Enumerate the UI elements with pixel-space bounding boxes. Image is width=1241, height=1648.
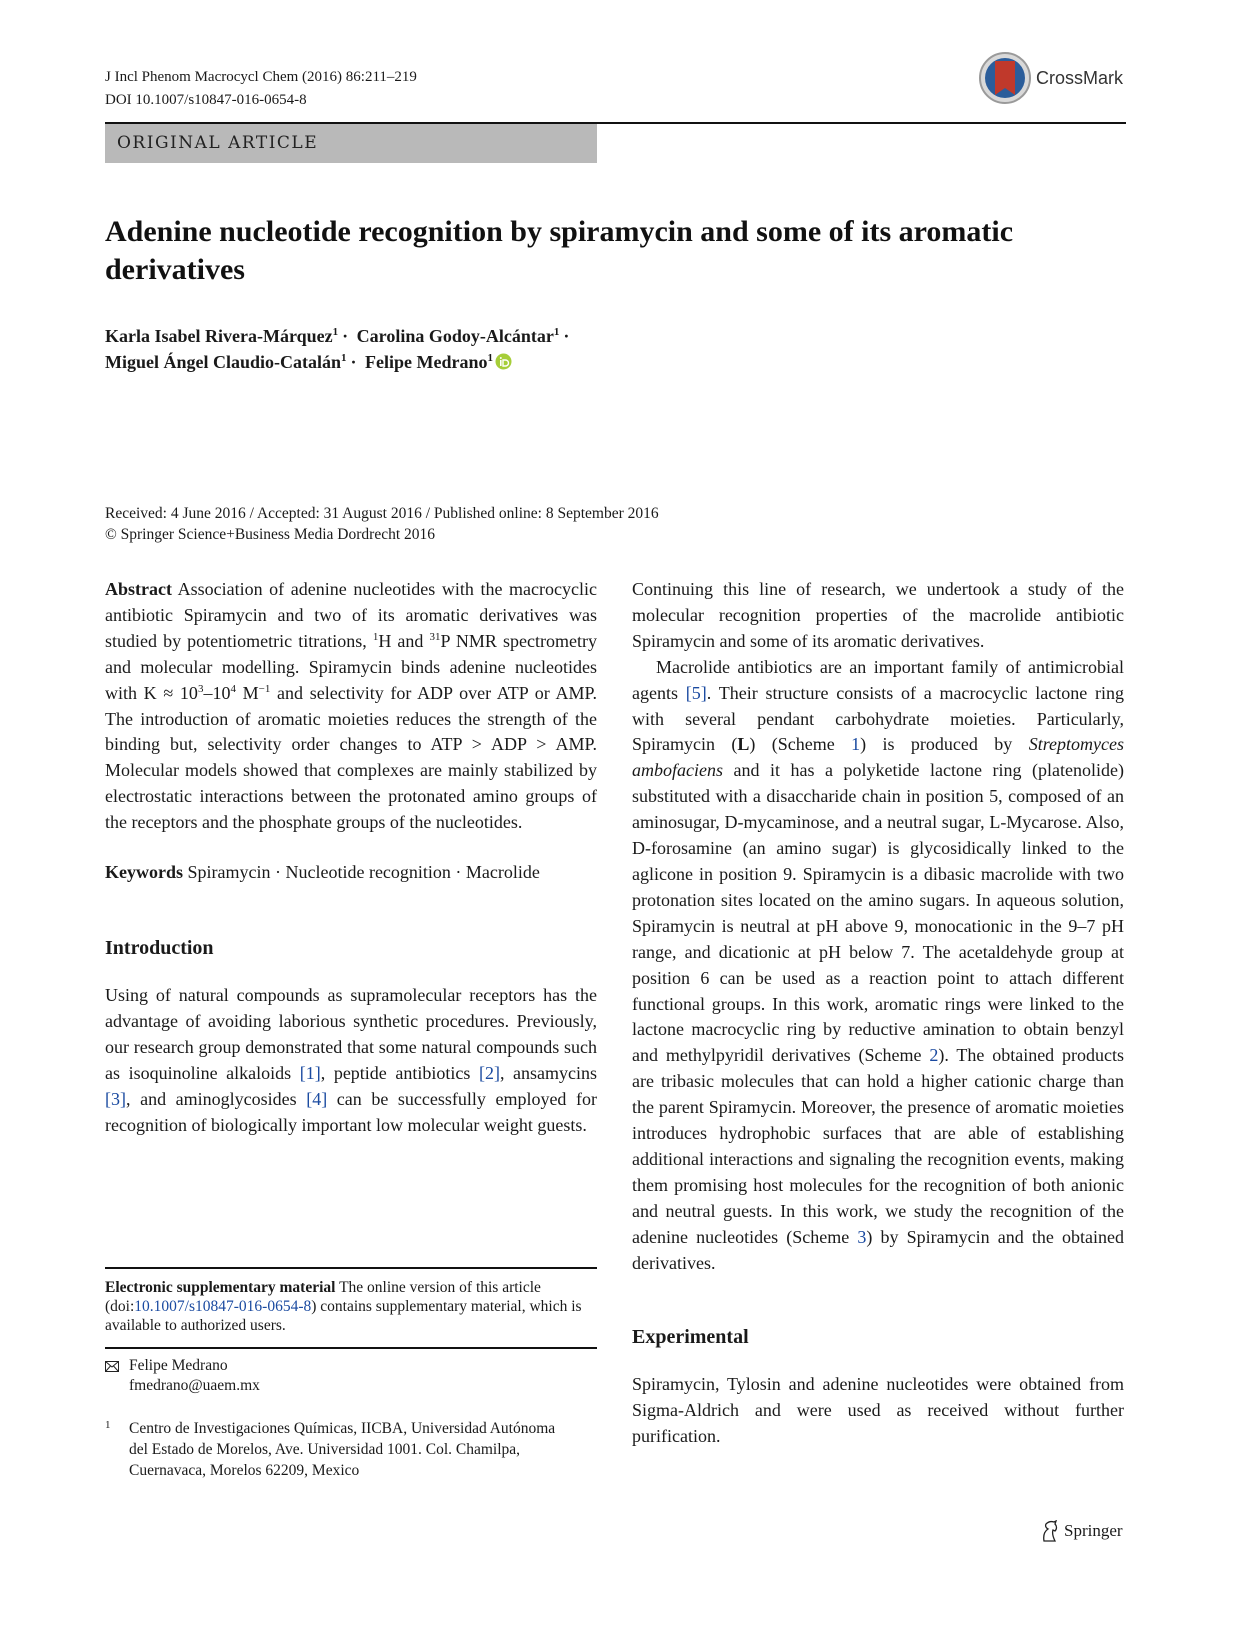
body-text: -mycaminose, and a neutral sugar,	[737, 812, 985, 833]
citation-link[interactable]: [4]	[306, 1088, 328, 1109]
author-name[interactable]: Miguel Ángel Claudio-Catalán	[105, 352, 342, 372]
doi-link[interactable]: 10.1007/s10847-016-0654-8	[134, 1298, 312, 1315]
superscript: 31	[429, 630, 441, 643]
esm-label: Electronic supplementary material	[105, 1279, 336, 1296]
article-title: Adenine nucleotide recognition by spiramycin and some of its aromatic derivatives	[105, 215, 1014, 286]
experimental-heading: Experimental	[632, 1326, 749, 1349]
scheme-link[interactable]: 1	[851, 734, 861, 755]
envelope-icon	[105, 1361, 119, 1372]
left-column	[105, 577, 597, 1138]
superscript: 4	[230, 682, 236, 695]
experimental-paragraph: Spiramycin, Tylosin and adenine nucleotides were obtained from Sigma-Aldrich and were used as received without further purification.	[632, 1374, 1124, 1447]
body-text: ). The obtained products are tribasic molecules that can hold a higher cationic charge than the parent Spiramycin. Moreover, the presence of aromatic moieties introduces hydrophobic surfaces that are able of establishing additional interactions and signaling the recognition events, making them promising host molecules for the recognition of both anionic and neutral guests. In this work, we study the recognition of the adenine nucleotides (Scheme	[632, 1045, 1125, 1247]
author-name[interactable]: Carolina Godoy-Alcántar	[356, 326, 554, 346]
crossmark-label: CrossMark	[1036, 67, 1124, 88]
scheme-link[interactable]: 3	[857, 1226, 867, 1247]
superscript: 3	[197, 682, 204, 695]
stereo-prefix: D	[724, 812, 738, 833]
abstract-text: M	[242, 682, 259, 703]
body-paragraph	[632, 655, 1124, 1277]
springer-horse-icon	[1040, 1520, 1060, 1542]
citation-link[interactable]: [2]	[478, 1062, 500, 1083]
abstract-text: P NMR spectrometry and molecular modelling. Spiramycin binds adenine nucleotides with K ≈ 10	[105, 630, 597, 703]
separator: ·	[350, 352, 357, 372]
publisher-name: Springer	[1064, 1521, 1123, 1540]
body-text: and it has a polyketide lactone ring (platenolide) substituted with a disaccharide chain in position 5, composed of an aminosugar,	[632, 760, 1124, 833]
body-text: ) by Spiramycin and the obtained derivatives.	[632, 1226, 1124, 1273]
body-text: , and aminoglycosides	[126, 1088, 297, 1109]
body-text: -forosamine (an amino sugar) is glycosidically linked to the aglicone in position 9. Spiramycin is a dibasic macrolide with two protonation sites located on the amino sugars. In aqueous solution, Spiramycin is neutral at pH above 9, monocationic in the 9–7 pH range, and dicationic at pH below 7. The acetaldehyde group at position 6 can be used as a reaction point to attach different functional groups. In this work, aromatic rings were linked to the lactone macrocyclic ring by reductive amination to obtain benzyl and methylpyridil derivatives (Scheme	[632, 838, 1124, 1066]
superscript: −1	[258, 682, 271, 695]
author-affil: 1	[332, 326, 339, 338]
author-list	[105, 323, 805, 375]
corresponding-email[interactable]: fmedrano@uaem.mx	[129, 1377, 260, 1394]
compound-label: L	[737, 734, 750, 755]
journal-header	[105, 66, 417, 112]
keywords-text: Spiramycin · Nucleotide recognition · Macrolide	[187, 862, 540, 883]
author-affil: 1	[553, 326, 560, 338]
author-affil: 1	[487, 352, 494, 364]
abstract	[105, 577, 597, 836]
body-text: ) is produced by	[860, 734, 1013, 755]
publication-dates	[105, 503, 659, 545]
body-text: Macrolide antibiotics are an important family of antimicrobial agents	[632, 656, 1124, 703]
citation-link[interactable]: [5]	[685, 682, 707, 703]
doi-line: DOI 10.1007/s10847-016-0654-8	[105, 92, 307, 108]
dates-line: Received: 4 June 2016 / Accepted: 31 August 2016 / Published online: 8 September 2016	[105, 505, 659, 522]
abstract-label: Abstract	[105, 579, 172, 599]
abstract-text: H and	[378, 630, 424, 651]
esm-footnote	[105, 1267, 597, 1349]
body-text: -Mycarose. Also,	[1000, 812, 1125, 833]
citation-link[interactable]: [3]	[105, 1088, 126, 1109]
right-column	[632, 577, 1124, 1450]
keywords	[105, 860, 597, 886]
journal-citation: J Incl Phenom Macrocycl Chem (2016) 86:211–219	[105, 69, 417, 85]
esm-text: The online version of this article (doi:	[105, 1279, 541, 1315]
body-text: , ansamycins	[499, 1062, 598, 1083]
affiliation-text: Centro de Investigaciones Químicas, IICBA, Universidad Autónoma del Estado de Morelos, Ave. Universidad 1001. Col. Chamilpa, Cuernavaca, Morelos 62209, Mexico	[129, 1420, 556, 1479]
body-text: . Their structure consists of a macrocyclic lactone ring with several pendant carbohydrate moieties. Particularly, Spiramycin (	[632, 682, 1124, 755]
abstract-text: Association of adenine nucleotides with the macrocyclic antibiotic Spiramycin and two of its aromatic derivatives was studied by potentiometric titrations,	[105, 579, 597, 651]
body-text: can be successfully employed for recognition of biologically important low molecular weight guests.	[105, 1088, 597, 1135]
introduction-heading: Introduction	[105, 936, 214, 959]
affiliation-number: 1	[105, 1419, 111, 1431]
stereo-prefix: D	[632, 838, 645, 859]
citation-link[interactable]: [1]	[299, 1062, 321, 1083]
affiliation	[105, 1418, 597, 1481]
author-name[interactable]: Karla Isabel Rivera-Márquez	[105, 326, 333, 346]
orcid-icon[interactable]	[495, 353, 512, 370]
crossmark-badge[interactable]	[978, 50, 1126, 106]
corresponding-author: Felipe Medrano	[129, 1357, 228, 1374]
copyright-line: © Springer Science+Business Media Dordrecht 2016	[105, 526, 436, 543]
introduction-paragraph	[105, 983, 597, 1138]
publisher-logo	[1040, 1520, 1123, 1542]
esm-text: ) contains supplementary material, which is available to authorized users.	[105, 1298, 582, 1334]
body-text: , peptide antibiotics	[320, 1062, 471, 1083]
crossmark-icon	[978, 51, 1032, 105]
separator: ·	[342, 326, 349, 346]
scheme-link[interactable]: 2	[929, 1045, 939, 1066]
author-affil: 1	[341, 352, 347, 364]
superscript: 1	[372, 630, 379, 643]
body-text: ) (Scheme	[749, 734, 835, 755]
article-type-banner: ORIGINAL ARTICLE	[105, 124, 597, 163]
body-text: Using of natural compounds as supramolecular receptors has the advantage of avoiding laborious synthetic procedures. Previously, our research group demonstrated that some natural compounds such as isoquinoline alkaloids	[105, 984, 597, 1083]
abstract-text: and selectivity for ADP over ATP or AMP. The introduction of aromatic moieties reduces the strength of the binding but, selectivity order changes to ATP > ADP > AMP. Molecular models showed that complexes are mainly stabilized by electrostatic interactions between the protonated amino groups of the receptors and the phosphate groups of the nucleotides.	[105, 682, 597, 833]
species-name: Streptomyces ambofaciens	[632, 734, 1124, 781]
author-name[interactable]: Felipe Medrano	[365, 352, 488, 372]
keywords-label: Keywords	[105, 862, 183, 883]
correspondence	[105, 1356, 597, 1396]
stereo-prefix: L	[989, 812, 1001, 833]
abstract-text: –10	[203, 682, 231, 703]
separator: ·	[563, 326, 570, 346]
body-paragraph: Continuing this line of research, we undertook a study of the molecular recognition properties of the macrolide antibiotic Spiramycin and some of its aromatic derivatives.	[632, 579, 1124, 651]
